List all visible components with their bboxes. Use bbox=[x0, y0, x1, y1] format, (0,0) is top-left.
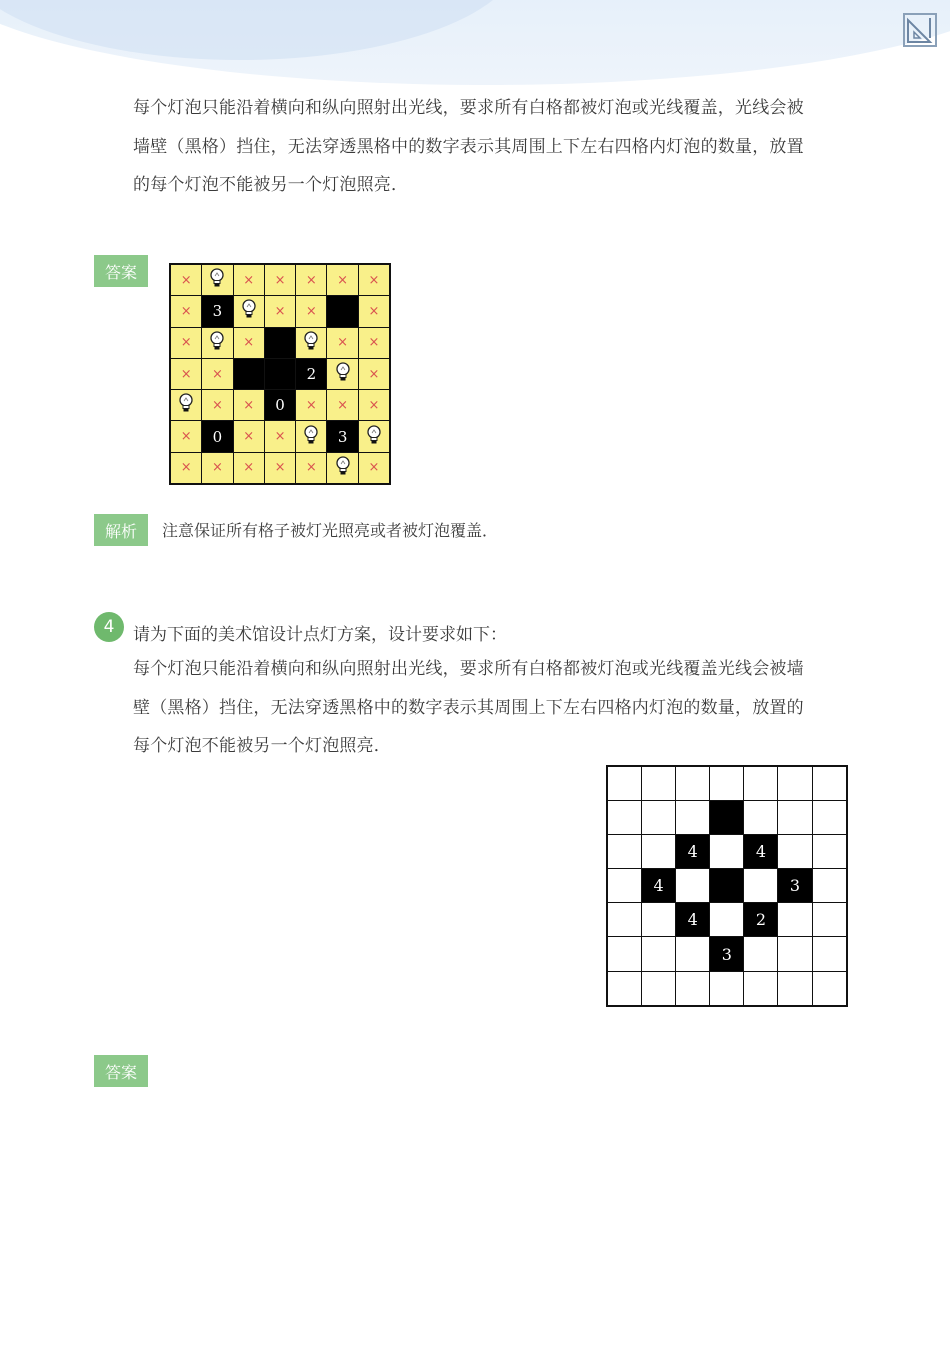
puzzle-empty-cell bbox=[710, 903, 743, 936]
puzzle-black-cell bbox=[778, 869, 811, 902]
puzzle-empty-cell bbox=[642, 903, 675, 936]
solution-black-cell bbox=[202, 421, 232, 451]
analysis-tag: 解析 bbox=[94, 514, 148, 546]
solution-clue-number: 2 bbox=[306, 365, 317, 384]
puzzle-empty-cell bbox=[778, 937, 811, 970]
cross-mark-icon: × bbox=[211, 460, 223, 476]
puzzle-clue-number: 4 bbox=[687, 842, 698, 862]
solution-black-cell bbox=[265, 390, 295, 420]
solution-black-cell bbox=[327, 421, 357, 451]
solution-lit-cell bbox=[327, 390, 357, 420]
solution-black-cell bbox=[265, 359, 295, 389]
question-number-badge: 4 bbox=[94, 612, 124, 642]
problem3-line: 每个灯泡只能沿着横向和纵向照射出光线，要求所有白格都被灯泡或光线覆盖，光线会被 bbox=[133, 98, 804, 118]
puzzle-empty-cell bbox=[778, 767, 811, 800]
solution-bulb-cell bbox=[234, 296, 264, 326]
puzzle-empty-cell bbox=[676, 767, 709, 800]
solution-lit-cell bbox=[265, 453, 295, 483]
puzzle-black-cell bbox=[744, 903, 777, 936]
solution-black-cell bbox=[234, 359, 264, 389]
solution-lit-cell bbox=[359, 265, 389, 295]
puzzle-clue-number: 3 bbox=[789, 876, 801, 896]
light-bulb-icon bbox=[241, 299, 257, 323]
cross-mark-icon: × bbox=[180, 460, 192, 476]
puzzle-empty-cell bbox=[608, 767, 641, 800]
cross-mark-icon: × bbox=[368, 335, 380, 351]
solution-black-cell bbox=[327, 296, 357, 326]
solution-bulb-cell bbox=[359, 421, 389, 451]
solution-lit-cell bbox=[296, 390, 326, 420]
solution-lit-cell bbox=[234, 453, 264, 483]
cross-mark-icon: × bbox=[243, 335, 255, 351]
problem3-line: 墙壁（黑格）挡住，无法穿透黑格中的数字表示其周围上下左右四格内灯泡的数量，放置 bbox=[133, 136, 804, 157]
solution-black-cell bbox=[265, 328, 295, 358]
cross-mark-icon: × bbox=[180, 272, 192, 288]
solution-bulb-cell bbox=[171, 390, 201, 420]
puzzle-empty-cell bbox=[608, 835, 641, 868]
solution-lit-cell bbox=[171, 421, 201, 451]
solution-lit-cell bbox=[171, 265, 201, 295]
cross-mark-icon: × bbox=[211, 397, 223, 413]
cross-mark-icon: × bbox=[368, 460, 380, 476]
light-bulb-icon bbox=[303, 331, 319, 355]
puzzle-empty-cell bbox=[676, 972, 709, 1005]
light-bulb-icon bbox=[335, 362, 351, 386]
solution-bulb-cell bbox=[327, 359, 357, 389]
solution-lit-cell bbox=[327, 328, 357, 358]
solution-bulb-cell bbox=[202, 328, 232, 358]
puzzle-empty-cell bbox=[608, 801, 641, 834]
puzzle-black-cell bbox=[744, 835, 777, 868]
puzzle-empty-cell bbox=[710, 835, 743, 868]
solution-clue-number: 3 bbox=[212, 302, 223, 321]
question4-line: 壁（黑格）挡住，无法穿透黑格中的数字表示其周围上下左右四格内灯泡的数量，放置的 bbox=[133, 697, 804, 718]
solution-lit-cell bbox=[234, 328, 264, 358]
solution-grid bbox=[169, 263, 391, 485]
puzzle-empty-cell bbox=[642, 801, 675, 834]
cross-mark-icon: × bbox=[211, 366, 223, 382]
puzzle-empty-cell bbox=[813, 972, 846, 1005]
solution-lit-cell bbox=[359, 328, 389, 358]
puzzle-clue-number: 4 bbox=[755, 842, 767, 862]
cross-mark-icon: × bbox=[368, 303, 380, 319]
solution-lit-cell bbox=[296, 453, 326, 483]
puzzle-empty-cell bbox=[608, 903, 641, 936]
light-bulb-icon bbox=[209, 268, 225, 292]
cross-mark-icon: × bbox=[180, 303, 192, 319]
puzzle-clue-number: 2 bbox=[755, 910, 767, 930]
cross-mark-icon: × bbox=[243, 429, 255, 445]
cross-mark-icon: × bbox=[337, 335, 349, 351]
puzzle-empty-cell bbox=[642, 937, 675, 970]
solution-lit-cell bbox=[296, 296, 326, 326]
solution-lit-cell bbox=[359, 390, 389, 420]
puzzle-empty-cell bbox=[744, 972, 777, 1005]
cross-mark-icon: × bbox=[368, 366, 380, 382]
question4-line: 每个灯泡不能被另一个灯泡照亮． bbox=[133, 736, 391, 756]
light-bulb-icon bbox=[303, 425, 319, 449]
light-bulb-icon bbox=[209, 331, 225, 355]
solution-lit-cell bbox=[234, 390, 264, 420]
question4-line: 每个灯泡只能沿着横向和纵向照射出光线，要求所有白格都被灯泡或光线覆盖光线会被墙 bbox=[133, 659, 804, 679]
solution-clue-number: 0 bbox=[212, 427, 223, 446]
puzzle-black-cell bbox=[676, 903, 709, 936]
solution-lit-cell bbox=[202, 359, 232, 389]
cross-mark-icon: × bbox=[180, 366, 192, 382]
cross-mark-icon: × bbox=[305, 397, 317, 413]
solution-lit-cell bbox=[234, 421, 264, 451]
solution-bulb-cell bbox=[202, 265, 232, 295]
cross-mark-icon: × bbox=[180, 335, 192, 351]
puzzle-empty-cell bbox=[642, 972, 675, 1005]
answer-tag-2: 答案 bbox=[94, 1055, 148, 1087]
problem3-line: 的每个灯泡不能被另一个灯泡照亮． bbox=[133, 175, 409, 195]
cross-mark-icon: × bbox=[243, 460, 255, 476]
solution-bulb-cell bbox=[296, 421, 326, 451]
puzzle-empty-cell bbox=[778, 835, 811, 868]
puzzle-empty-cell bbox=[642, 767, 675, 800]
cross-mark-icon: × bbox=[274, 460, 286, 476]
solution-lit-cell bbox=[359, 359, 389, 389]
puzzle-empty-cell bbox=[676, 801, 709, 834]
puzzle-empty-cell bbox=[813, 937, 846, 970]
puzzle-clue-number: 4 bbox=[687, 910, 698, 930]
cross-mark-icon: × bbox=[274, 303, 286, 319]
solution-clue-number: 3 bbox=[337, 427, 348, 446]
puzzle-empty-cell bbox=[744, 801, 777, 834]
solution-bulb-cell bbox=[327, 453, 357, 483]
cross-mark-icon: × bbox=[243, 272, 255, 288]
cross-mark-icon: × bbox=[180, 429, 192, 445]
solution-lit-cell bbox=[171, 453, 201, 483]
solution-lit-cell bbox=[265, 421, 295, 451]
puzzle-empty-cell bbox=[778, 801, 811, 834]
answer-tag: 答案 bbox=[94, 255, 148, 287]
solution-lit-cell bbox=[171, 359, 201, 389]
solution-lit-cell bbox=[265, 265, 295, 295]
puzzle-empty-cell bbox=[778, 972, 811, 1005]
cross-mark-icon: × bbox=[243, 397, 255, 413]
puzzle-empty-cell bbox=[676, 937, 709, 970]
light-bulb-icon bbox=[335, 456, 351, 480]
solution-black-cell bbox=[202, 296, 232, 326]
question4-text bbox=[133, 650, 843, 766]
cross-mark-icon: × bbox=[337, 397, 349, 413]
solution-lit-cell bbox=[202, 390, 232, 420]
solution-clue-number: 0 bbox=[275, 396, 285, 415]
puzzle-empty-cell bbox=[813, 903, 846, 936]
solution-black-cell bbox=[296, 359, 326, 389]
puzzle-empty-cell bbox=[813, 869, 846, 902]
solution-lit-cell bbox=[359, 296, 389, 326]
puzzle-empty-cell bbox=[642, 835, 675, 868]
puzzle-empty-cell bbox=[608, 937, 641, 970]
puzzle-black-cell bbox=[676, 835, 709, 868]
puzzle-grid bbox=[606, 765, 848, 1007]
solution-lit-cell bbox=[265, 296, 295, 326]
puzzle-empty-cell bbox=[744, 937, 777, 970]
light-bulb-icon bbox=[178, 393, 194, 417]
analysis-text: 注意保证所有格子被灯光照亮或者被灯泡覆盖． bbox=[162, 521, 499, 540]
puzzle-empty-cell bbox=[608, 869, 641, 902]
cross-mark-icon: × bbox=[305, 303, 317, 319]
puzzle-clue-number: 3 bbox=[721, 944, 732, 964]
puzzle-empty-cell bbox=[778, 903, 811, 936]
cross-mark-icon: × bbox=[305, 460, 317, 476]
problem3-text bbox=[133, 89, 843, 205]
puzzle-black-cell bbox=[710, 801, 743, 834]
puzzle-black-cell bbox=[710, 869, 743, 902]
cross-mark-icon: × bbox=[337, 272, 349, 288]
puzzle-empty-cell bbox=[710, 767, 743, 800]
cross-mark-icon: × bbox=[305, 272, 317, 288]
solution-lit-cell bbox=[296, 265, 326, 295]
puzzle-empty-cell bbox=[813, 801, 846, 834]
ruler-logo-icon bbox=[902, 12, 938, 48]
question4-title: 请为下面的美术馆设计点灯方案，设计要求如下： bbox=[133, 625, 507, 645]
puzzle-empty-cell bbox=[744, 869, 777, 902]
puzzle-empty-cell bbox=[710, 972, 743, 1005]
puzzle-clue-number: 4 bbox=[653, 876, 664, 896]
puzzle-empty-cell bbox=[813, 835, 846, 868]
solution-lit-cell bbox=[171, 328, 201, 358]
cross-mark-icon: × bbox=[274, 429, 286, 445]
solution-lit-cell bbox=[171, 296, 201, 326]
solution-lit-cell bbox=[359, 453, 389, 483]
solution-lit-cell bbox=[327, 265, 357, 295]
cross-mark-icon: × bbox=[274, 272, 286, 288]
puzzle-empty-cell bbox=[813, 767, 846, 800]
puzzle-black-cell bbox=[710, 937, 743, 970]
puzzle-black-cell bbox=[642, 869, 675, 902]
puzzle-empty-cell bbox=[608, 972, 641, 1005]
cross-mark-icon: × bbox=[368, 397, 380, 413]
solution-lit-cell bbox=[234, 265, 264, 295]
puzzle-empty-cell bbox=[676, 869, 709, 902]
solution-bulb-cell bbox=[296, 328, 326, 358]
puzzle-empty-cell bbox=[744, 767, 777, 800]
solution-lit-cell bbox=[202, 453, 232, 483]
light-bulb-icon bbox=[366, 425, 382, 449]
cross-mark-icon: × bbox=[368, 272, 380, 288]
